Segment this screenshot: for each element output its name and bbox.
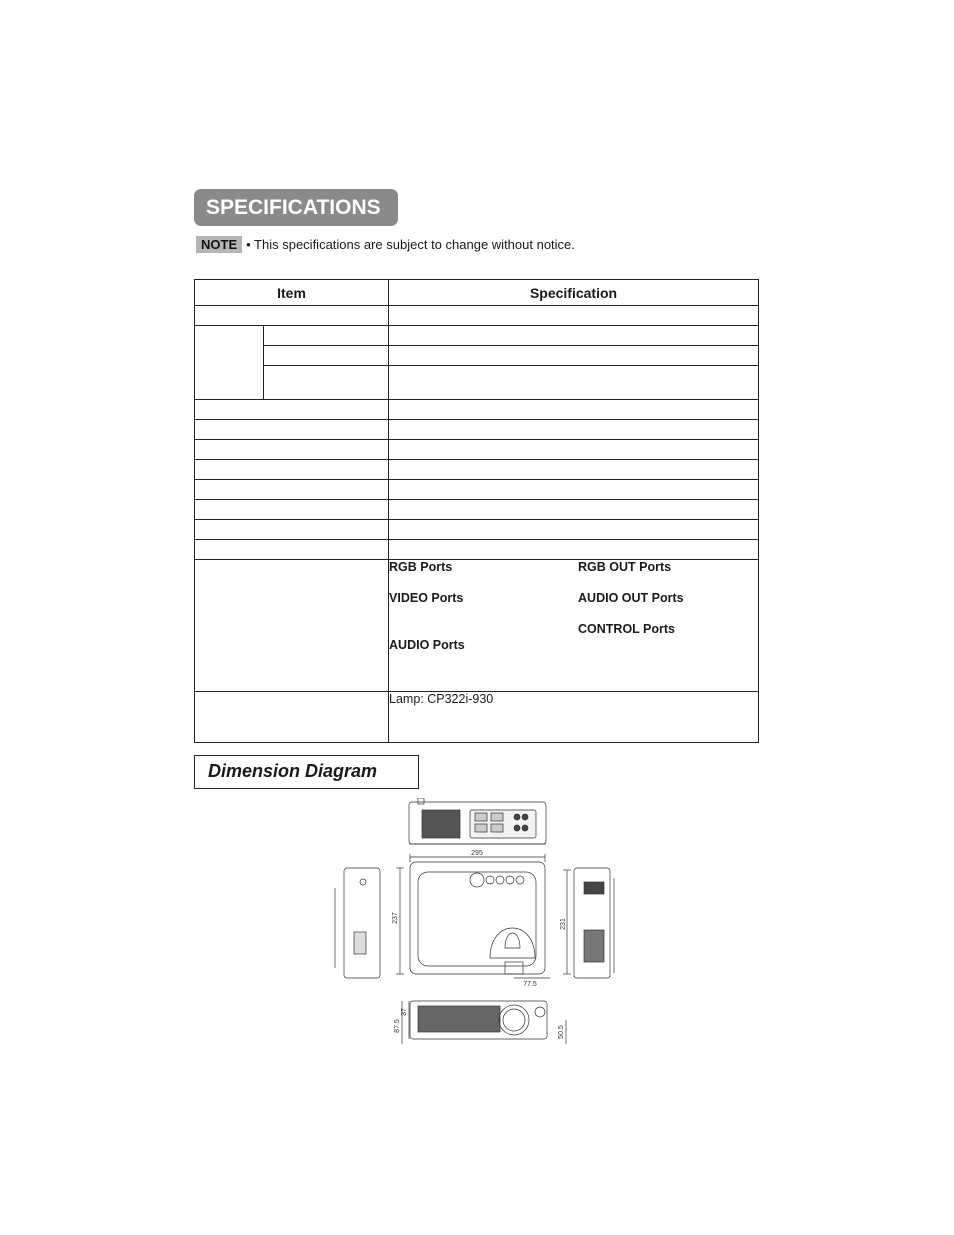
lens-height-dimension: 50.5 bbox=[558, 1025, 565, 1039]
lamp-row bbox=[195, 692, 759, 743]
height-body-dimension: 37 bbox=[401, 1008, 408, 1016]
right-side-view-drawing bbox=[574, 868, 614, 978]
table-row bbox=[195, 460, 759, 480]
note-text: • This specifications are subject to change without notice. bbox=[246, 237, 575, 252]
ports-row bbox=[195, 560, 759, 692]
table-row bbox=[195, 520, 759, 540]
rear-view-drawing bbox=[409, 798, 546, 844]
table-row bbox=[195, 400, 759, 420]
dimension-diagram-title: Dimension Diagram bbox=[194, 755, 419, 789]
table-row bbox=[195, 480, 759, 500]
table-row bbox=[195, 366, 759, 400]
audio-ports-label: AUDIO Ports bbox=[389, 638, 465, 652]
height-total-dimension: 87.5 bbox=[394, 1019, 401, 1033]
lens-offset-dimension: 77.5 bbox=[523, 981, 537, 988]
table-row bbox=[195, 326, 759, 346]
width-dimension: 295 bbox=[471, 850, 483, 857]
item-column-header: Item bbox=[195, 280, 389, 306]
table-row bbox=[195, 306, 759, 326]
depth-right-dimension: 231 bbox=[560, 918, 567, 930]
left-side-view-drawing bbox=[335, 868, 380, 978]
front-view-drawing bbox=[402, 1001, 566, 1044]
audio-out-ports-label: AUDIO OUT Ports bbox=[578, 591, 684, 605]
specification-column-header: Specification bbox=[389, 280, 759, 306]
specifications-table bbox=[194, 279, 759, 743]
dimension-diagram bbox=[330, 798, 630, 1050]
rgb-out-ports-label: RGB OUT Ports bbox=[578, 560, 672, 574]
table-row bbox=[195, 540, 759, 560]
ports-cell bbox=[389, 560, 759, 692]
video-ports-label: VIDEO Ports bbox=[389, 591, 464, 605]
note bbox=[196, 236, 575, 254]
lamp-spec: Lamp: CP322i-930 bbox=[389, 692, 759, 743]
rgb-ports-label: RGB Ports bbox=[389, 560, 453, 574]
top-view-drawing bbox=[396, 854, 571, 978]
depth-left-dimension: 237 bbox=[392, 912, 399, 924]
table-row bbox=[195, 420, 759, 440]
table-row bbox=[195, 346, 759, 366]
page-title: SPECIFICATIONS bbox=[194, 189, 398, 226]
control-ports-label: CONTROL Ports bbox=[578, 622, 676, 636]
table-row bbox=[195, 500, 759, 520]
note-label: NOTE bbox=[196, 236, 242, 253]
table-header-row bbox=[195, 280, 759, 306]
table-row bbox=[195, 440, 759, 460]
